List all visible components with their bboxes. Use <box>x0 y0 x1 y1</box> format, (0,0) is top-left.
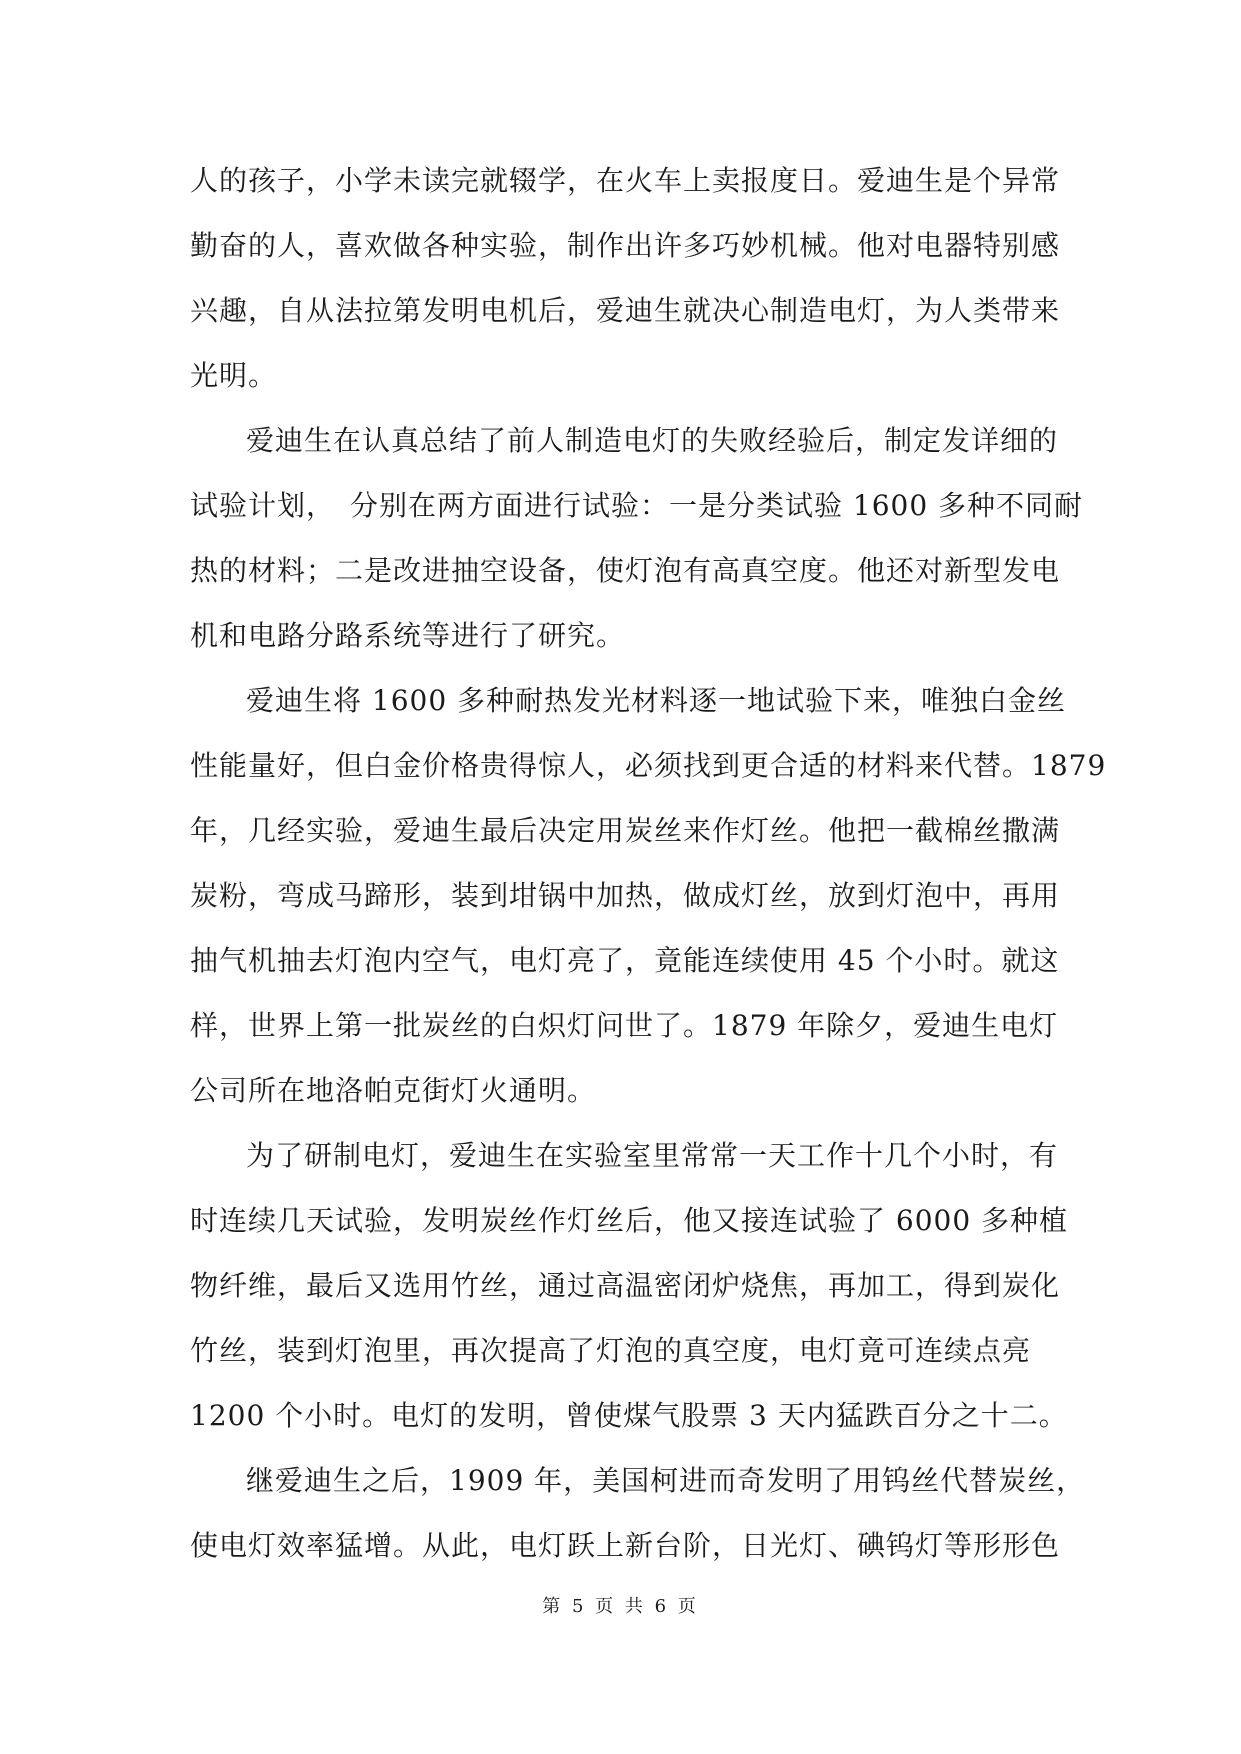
paragraph-first-line: 爱迪生在认真总结了前人制造电灯的失败经验后，制定发详细的 <box>246 424 1059 457</box>
text-line: 1200 个小时。电灯的发明，曾使煤气股票 3 天内猛跌百分之十二。 <box>190 1399 1068 1432</box>
text-line: 时连续几天试验，发明炭丝作灯丝后，他又接连试验了 6000 多种植 <box>190 1204 1069 1237</box>
text-line: 机和电路分路系统等进行了研究。 <box>190 619 626 652</box>
text-line: 试验计划， 分别在两方面进行试验：一是分类试验 1600 多种不同耐 <box>190 489 1084 522</box>
text-line: 光明。 <box>190 359 278 392</box>
text-line: 勤奋的人，喜欢做各种实验，制作出许多巧妙机械。他对电器特别感 <box>190 229 1061 262</box>
text-line: 性能量好，但白金价格贵得惊人，必须找到更合适的材料来代替。1879 <box>190 749 1107 782</box>
text-line: 人的孩子，小学未读完就辍学，在火车上卖报度日。爱迪生是个异常 <box>190 164 1061 197</box>
paragraph-first-line: 继爱迪生之后，1909 年，美国柯进而奇发明了用钨丝代替炭丝， <box>246 1464 1086 1497</box>
page-number-footer: 第 5 页 共 6 页 <box>542 1596 699 1617</box>
text-line: 炭粉，弯成马蹄形，装到坩锅中加热，做成灯丝，放到灯泡中，再用 <box>190 879 1061 912</box>
text-line: 公司所在地洛帕克街灯火通明。 <box>190 1074 597 1107</box>
paragraph-first-line: 为了研制电灯，爱迪生在实验室里常常一天工作十几个小时，有 <box>246 1139 1059 1172</box>
text-line: 样，世界上第一批炭丝的白炽灯问世了。1879 年除夕，爱迪生电灯 <box>190 1009 1059 1042</box>
paragraph-first-line: 爱迪生将 1600 多种耐热发光材料逐一地试验下来，唯独白金丝 <box>246 684 1067 717</box>
text-line: 物纤维，最后又选用竹丝，通过高温密闭炉烧焦，再加工，得到炭化 <box>190 1269 1061 1302</box>
document-body <box>190 148 1107 1578</box>
text-line: 热的材料；二是改进抽空设备，使灯泡有高真空度。他还对新型发电 <box>190 554 1061 587</box>
text-line: 兴趣，自从法拉第发明电机后，爱迪生就决心制造电灯，为人类带来 <box>190 294 1061 327</box>
text-line: 年，几经实验，爱迪生最后决定用炭丝来作灯丝。他把一截棉丝撒满 <box>190 814 1061 847</box>
text-line: 竹丝，装到灯泡里，再次提高了灯泡的真空度，电灯竟可连续点亮 <box>190 1334 1032 1367</box>
text-line: 使电灯效率猛增。从此，电灯跃上新台阶，日光灯、碘钨灯等形形色 <box>190 1529 1061 1562</box>
text-line: 抽气机抽去灯泡内空气，电灯亮了，竟能连续使用 45 个小时。就这 <box>190 944 1060 977</box>
